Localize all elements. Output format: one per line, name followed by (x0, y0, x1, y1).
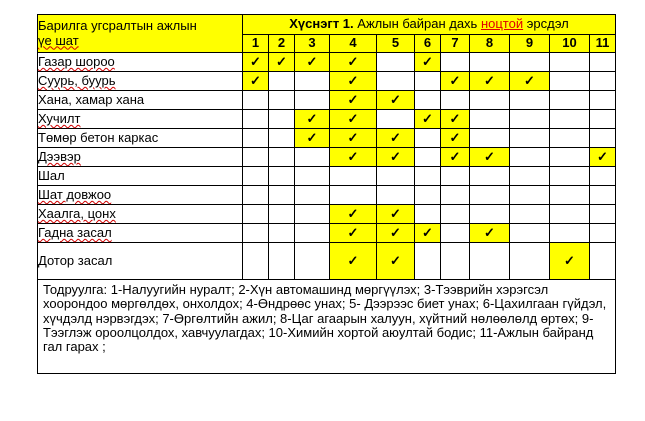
empty-cell (550, 205, 590, 224)
empty-cell (510, 129, 550, 148)
empty-cell (550, 224, 590, 243)
check-mark-icon: ✓ (390, 148, 401, 164)
check-cell (377, 224, 415, 243)
empty-cell (269, 224, 295, 243)
check-mark-icon: ✓ (306, 53, 318, 69)
check-cell (295, 53, 330, 72)
stage-header-line1: Барилга угсралтын ажлын (38, 18, 197, 34)
check-mark-icon: ✓ (347, 110, 359, 126)
empty-cell (269, 110, 295, 129)
check-cell (330, 243, 377, 280)
empty-cell (550, 186, 590, 205)
hazard-number-5: 5 (377, 35, 415, 53)
empty-cell (269, 205, 295, 224)
empty-cell (243, 110, 269, 129)
empty-cell (415, 91, 441, 110)
stage-label-text: Дотор засал (38, 252, 113, 268)
check-mark-icon: ✓ (347, 91, 359, 107)
empty-cell (590, 167, 616, 186)
stage-label (38, 186, 243, 205)
hazard-number-1: 1 (243, 35, 269, 53)
check-cell (470, 224, 510, 243)
check-cell (510, 72, 550, 91)
check-cell (415, 110, 441, 129)
table-row (38, 72, 616, 91)
check-mark-icon: ✓ (390, 91, 401, 107)
check-cell (295, 110, 330, 129)
empty-cell (269, 167, 295, 186)
empty-cell (415, 129, 441, 148)
check-cell (415, 224, 441, 243)
hazard-number-8: 8 (470, 35, 510, 53)
hazard-matrix-table (37, 14, 616, 374)
empty-cell (470, 167, 510, 186)
check-cell (330, 110, 377, 129)
stage-label-text: Хучилт (38, 110, 81, 126)
empty-cell (470, 53, 510, 72)
empty-cell (295, 205, 330, 224)
empty-cell (295, 148, 330, 167)
hazard-number-3: 3 (295, 35, 330, 53)
stage-label (38, 129, 243, 148)
check-mark-icon: ✓ (306, 110, 318, 126)
empty-cell (269, 243, 295, 280)
empty-cell (590, 72, 616, 91)
table-title-text: Ажлын байран дахь (353, 16, 481, 32)
empty-cell (550, 148, 590, 167)
stage-label (38, 205, 243, 224)
check-cell (377, 243, 415, 280)
check-mark-icon: ✓ (390, 205, 401, 221)
stage-label (38, 243, 243, 280)
check-mark-icon: ✓ (276, 53, 287, 69)
stage-label-text: Хаалга, цонх (38, 205, 116, 221)
stage-label (38, 53, 243, 72)
check-cell (415, 53, 441, 72)
empty-cell (269, 72, 295, 91)
check-mark-icon: ✓ (390, 252, 401, 268)
check-cell (295, 129, 330, 148)
empty-cell (243, 224, 269, 243)
table-row (38, 110, 616, 129)
empty-cell (243, 148, 269, 167)
empty-cell (243, 186, 269, 205)
empty-cell (470, 110, 510, 129)
legend-row (38, 280, 616, 374)
check-cell (441, 148, 470, 167)
check-mark-icon: ✓ (484, 148, 495, 164)
stage-label (38, 224, 243, 243)
empty-cell (377, 186, 415, 205)
stage-label-text: Шал (38, 167, 65, 183)
empty-cell (550, 167, 590, 186)
stage-label-text: Хана, хамар хана (38, 91, 145, 107)
check-mark-icon: ✓ (422, 53, 433, 69)
empty-cell (590, 91, 616, 110)
empty-cell (243, 243, 269, 280)
check-mark-icon: ✓ (484, 224, 495, 240)
check-mark-icon: ✓ (347, 224, 359, 240)
empty-cell (377, 110, 415, 129)
check-mark-icon: ✓ (306, 129, 318, 145)
check-cell (377, 148, 415, 167)
empty-cell (590, 224, 616, 243)
empty-cell (510, 91, 550, 110)
empty-cell (415, 148, 441, 167)
check-cell (470, 148, 510, 167)
check-cell (441, 110, 470, 129)
check-cell (330, 205, 377, 224)
check-cell (550, 243, 590, 280)
hazard-number-10: 10 (550, 35, 590, 53)
check-cell (441, 129, 470, 148)
check-mark-icon: ✓ (449, 148, 461, 164)
table-row (38, 148, 616, 167)
check-cell (330, 224, 377, 243)
check-mark-icon: ✓ (449, 129, 461, 145)
empty-cell (377, 72, 415, 91)
empty-cell (243, 91, 269, 110)
check-cell (470, 72, 510, 91)
empty-cell (269, 148, 295, 167)
empty-cell (269, 129, 295, 148)
check-mark-icon: ✓ (449, 72, 461, 88)
empty-cell (510, 148, 550, 167)
stage-column-header (38, 15, 243, 53)
table-title (243, 15, 616, 35)
empty-cell (590, 53, 616, 72)
check-cell (243, 72, 269, 91)
check-mark-icon: ✓ (390, 129, 401, 145)
empty-cell (441, 186, 470, 205)
check-cell (377, 205, 415, 224)
legend-text: Тодруулга: 1-Налуугийн нуралт; 2-Хүн автомашинд мөргүүлэх; 3-Тээврийн хэрэгсэл хоорондоо мөргөлдөх, онхолдох; 4-Өндрөөс унах; 5- Дээрээс биет унах; 6-Цахилгаан гүйдэл, хүчдэлд нэрвэгдэх; 7-Өргөлтийн ажил; 8-Цаг агаарын халуун, хүйтний нөлөөлөлд өртөх; 9-Тээглэж ороолцолдох, хавчуулагдах; 10-Химийн хортой аюултай бодис; 11-Ажлын байранд гал гарах ; (38, 280, 616, 374)
empty-cell (441, 167, 470, 186)
empty-cell (470, 129, 510, 148)
check-mark-icon: ✓ (449, 110, 461, 126)
check-mark-icon: ✓ (347, 129, 359, 145)
empty-cell (550, 110, 590, 129)
empty-cell (415, 186, 441, 205)
check-mark-icon: ✓ (422, 224, 433, 240)
check-mark-icon: ✓ (347, 205, 359, 221)
empty-cell (295, 186, 330, 205)
empty-cell (470, 205, 510, 224)
empty-cell (441, 91, 470, 110)
stage-header-line2: үе шат (38, 32, 79, 48)
check-cell (377, 91, 415, 110)
empty-cell (470, 243, 510, 280)
table-title-number: Хүснэгт 1. (289, 16, 354, 32)
empty-cell (590, 186, 616, 205)
check-cell (441, 72, 470, 91)
check-mark-icon: ✓ (347, 53, 359, 69)
empty-cell (269, 186, 295, 205)
check-mark-icon: ✓ (347, 72, 359, 88)
empty-cell (441, 243, 470, 280)
empty-cell (243, 129, 269, 148)
table-title-suffix: эрсдэл (523, 16, 569, 32)
check-cell (269, 53, 295, 72)
empty-cell (295, 72, 330, 91)
stage-label (38, 91, 243, 110)
check-mark-icon: ✓ (564, 252, 575, 268)
table-row (38, 243, 616, 280)
empty-cell (510, 167, 550, 186)
check-mark-icon: ✓ (347, 252, 359, 268)
stage-label-text: Газар шороо (38, 53, 115, 69)
empty-cell (330, 186, 377, 205)
table-row (38, 186, 616, 205)
empty-cell (441, 205, 470, 224)
empty-cell (510, 224, 550, 243)
stage-label (38, 110, 243, 129)
check-cell (330, 129, 377, 148)
empty-cell (295, 167, 330, 186)
empty-cell (590, 243, 616, 280)
empty-cell (510, 243, 550, 280)
empty-cell (295, 91, 330, 110)
empty-cell (415, 72, 441, 91)
header-title-row (38, 15, 616, 35)
stage-label (38, 72, 243, 91)
check-mark-icon: ✓ (524, 72, 535, 88)
empty-cell (550, 53, 590, 72)
empty-cell (510, 205, 550, 224)
empty-cell (269, 91, 295, 110)
empty-cell (243, 167, 269, 186)
hazard-number-9: 9 (510, 35, 550, 53)
empty-cell (470, 91, 510, 110)
empty-cell (590, 205, 616, 224)
stage-label-text: Дээвэр (38, 148, 81, 164)
check-mark-icon: ✓ (422, 110, 433, 126)
table-row (38, 205, 616, 224)
hazard-number-6: 6 (415, 35, 441, 53)
table-row (38, 53, 616, 72)
empty-cell (243, 205, 269, 224)
empty-cell (330, 167, 377, 186)
hazard-number-2: 2 (269, 35, 295, 53)
check-mark-icon: ✓ (390, 224, 401, 240)
check-cell (330, 53, 377, 72)
empty-cell (550, 72, 590, 91)
table-title-emphasis: ноцтой (480, 16, 524, 32)
check-mark-icon: ✓ (484, 72, 495, 88)
stage-label-text: Төмөр бетон каркас (38, 129, 159, 145)
check-mark-icon: ✓ (250, 53, 261, 69)
stage-label (38, 167, 243, 186)
table-row (38, 129, 616, 148)
table-row (38, 224, 616, 243)
empty-cell (377, 167, 415, 186)
empty-cell (415, 205, 441, 224)
empty-cell (377, 53, 415, 72)
empty-cell (590, 129, 616, 148)
stage-label-text: Гадна засал (38, 224, 112, 240)
empty-cell (415, 243, 441, 280)
check-mark-icon: ✓ (347, 148, 359, 164)
empty-cell (470, 186, 510, 205)
stage-label (38, 148, 243, 167)
check-cell (330, 148, 377, 167)
table-row (38, 91, 616, 110)
empty-cell (510, 110, 550, 129)
table-row (38, 167, 616, 186)
empty-cell (441, 53, 470, 72)
hazard-number-4: 4 (330, 35, 377, 53)
check-cell (377, 129, 415, 148)
check-cell (330, 72, 377, 91)
hazard-number-11: 11 (590, 35, 616, 53)
hazard-number-7: 7 (441, 35, 470, 53)
empty-cell (295, 243, 330, 280)
empty-cell (510, 186, 550, 205)
stage-label-text: Шат довжоо (38, 186, 112, 202)
empty-cell (415, 167, 441, 186)
empty-cell (295, 224, 330, 243)
check-mark-icon: ✓ (597, 148, 608, 164)
empty-cell (550, 91, 590, 110)
empty-cell (441, 224, 470, 243)
check-mark-icon: ✓ (250, 72, 261, 88)
check-cell (243, 53, 269, 72)
stage-label-text: Суурь, буурь (38, 72, 116, 88)
empty-cell (510, 53, 550, 72)
empty-cell (590, 110, 616, 129)
check-cell (590, 148, 616, 167)
check-cell (330, 91, 377, 110)
empty-cell (550, 129, 590, 148)
